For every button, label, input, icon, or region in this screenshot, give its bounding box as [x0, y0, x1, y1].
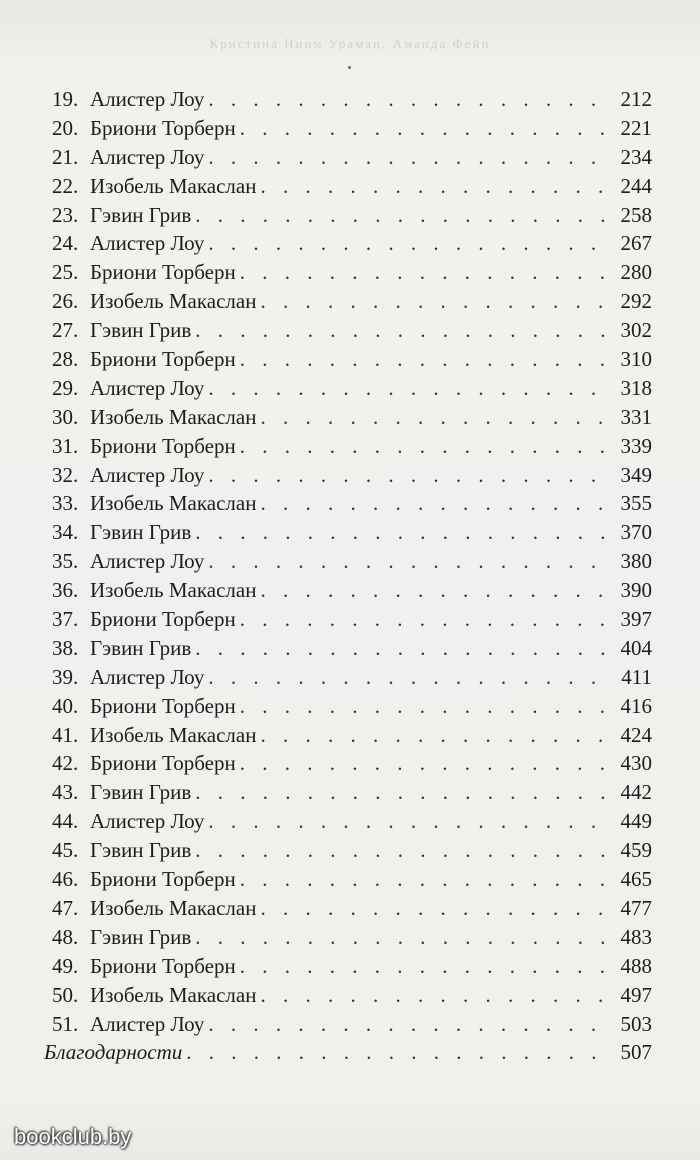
- dot-leader: [208, 374, 612, 403]
- chapter-number: 39.: [52, 664, 79, 689]
- chapter-number: 20.: [52, 115, 79, 140]
- page-number: 349: [620, 462, 652, 487]
- toc-entry: [52, 952, 652, 981]
- page-number: 339: [620, 433, 652, 458]
- dot-leader: [208, 547, 612, 576]
- chapter-number: 38.: [52, 635, 79, 660]
- toc-entry: [52, 865, 652, 894]
- dot-leader: [240, 258, 612, 287]
- ink-speck: [348, 66, 351, 69]
- page-number: 280: [620, 260, 652, 285]
- dot-leader: [240, 865, 612, 894]
- page-number: 370: [620, 520, 652, 545]
- chapter-title: Алистер Лоу: [90, 375, 205, 400]
- chapter-number: 37.: [52, 607, 79, 632]
- chapter-number: 32.: [52, 462, 79, 487]
- page-number: 411: [621, 664, 652, 689]
- toc-entry: [52, 663, 652, 692]
- page-number: 507: [620, 1040, 652, 1065]
- chapter-number: 23.: [52, 202, 79, 227]
- dot-leader: [208, 1010, 612, 1039]
- chapter-number: 51.: [52, 1011, 79, 1036]
- page-number: 477: [620, 895, 652, 920]
- toc-entry: [52, 807, 652, 836]
- dot-leader: [208, 229, 612, 258]
- chapter-title: Бриони Торберн: [90, 693, 236, 718]
- chapter-title: Алистер Лоу: [90, 462, 205, 487]
- chapter-title: Гэвин Грив: [90, 838, 192, 863]
- dot-leader: [260, 172, 612, 201]
- chapter-number: 40.: [52, 693, 79, 718]
- chapter-title: Алистер Лоу: [90, 664, 205, 689]
- dot-leader: [195, 923, 612, 952]
- chapter-title: Алистер Лоу: [90, 1011, 205, 1036]
- page-number: 424: [620, 722, 652, 747]
- page-number: 318: [620, 375, 652, 400]
- chapter-number: 24.: [52, 231, 79, 256]
- dot-leader: [260, 576, 612, 605]
- dot-leader: [240, 114, 612, 143]
- chapter-title: Гэвин Грив: [90, 202, 192, 227]
- toc-entry: [52, 229, 652, 258]
- chapter-title: Гэвин Грив: [90, 520, 192, 545]
- chapter-title: Бриони Торберн: [90, 115, 236, 140]
- chapter-number: 31.: [52, 433, 79, 458]
- chapter-title: Алистер Лоу: [90, 231, 205, 256]
- toc-entry-acknowledgements: [44, 1038, 652, 1067]
- toc-entry: [52, 461, 652, 490]
- toc-entry: [52, 836, 652, 865]
- dot-leader: [240, 749, 612, 778]
- dot-leader: [208, 85, 612, 114]
- chapter-title: Изобель Макаслан: [90, 982, 257, 1007]
- chapter-number: 28.: [52, 347, 79, 372]
- dot-leader: [195, 836, 612, 865]
- toc-entry: [52, 518, 652, 547]
- chapter-number: 25.: [52, 260, 79, 285]
- toc-entry: [52, 605, 652, 634]
- dot-leader: [208, 807, 612, 836]
- page-number: 416: [620, 693, 652, 718]
- watermark: bookclub.by: [14, 1124, 132, 1149]
- page-number: 488: [620, 953, 652, 978]
- page-number: 212: [620, 87, 652, 111]
- page-number: 221: [620, 115, 652, 140]
- toc-entry: [52, 258, 652, 287]
- toc-entry: [52, 403, 652, 432]
- chapter-number: 42.: [52, 751, 79, 776]
- toc-entry: [52, 201, 652, 230]
- toc-entry: [52, 894, 652, 923]
- running-head: Кристина Ниим Ураман, Аманда Фейн: [209, 36, 491, 51]
- dot-leader: [260, 489, 612, 518]
- chapter-number: 50.: [52, 982, 79, 1007]
- chapter-title: Гэвин Грив: [90, 635, 192, 660]
- chapter-title: Бриони Торберн: [90, 260, 236, 285]
- chapter-number: 47.: [52, 895, 79, 920]
- dot-leader: [260, 981, 612, 1010]
- dot-leader: [240, 952, 612, 981]
- page-number: 390: [620, 578, 652, 603]
- page-number: 355: [620, 491, 652, 516]
- chapter-number: 45.: [52, 838, 79, 863]
- chapter-title: Гэвин Грив: [90, 318, 192, 343]
- chapter-number: 26.: [52, 289, 79, 314]
- page-number: 267: [620, 231, 652, 256]
- chapter-number: 22.: [52, 173, 79, 198]
- chapter-number: 21.: [52, 144, 79, 169]
- chapter-title: Гэвин Грив: [90, 924, 192, 949]
- toc-entry: [52, 143, 652, 172]
- page-number: 442: [620, 780, 652, 805]
- chapter-number: 35.: [52, 549, 79, 574]
- chapter-title: Гэвин Грив: [90, 780, 192, 805]
- chapter-title: Алистер Лоу: [90, 809, 205, 834]
- page-number: 483: [620, 924, 652, 949]
- page-number: 465: [620, 867, 652, 892]
- toc-entry: [52, 778, 652, 807]
- toc-entry: [52, 287, 652, 316]
- chapter-number: 49.: [52, 953, 79, 978]
- chapter-number: 19.: [52, 87, 79, 111]
- chapter-title: Изобель Макаслан: [90, 578, 257, 603]
- chapter-number: 33.: [52, 491, 79, 516]
- toc-entry: [52, 432, 652, 461]
- chapter-title: Изобель Макаслан: [90, 722, 257, 747]
- page-number: 292: [620, 289, 652, 314]
- page-number: 302: [620, 318, 652, 343]
- toc-entry: [52, 749, 652, 778]
- toc-entry: [52, 172, 652, 201]
- dot-leader: [195, 201, 612, 230]
- dot-leader: [260, 894, 612, 923]
- dot-leader: [208, 143, 612, 172]
- toc-entry: [52, 721, 652, 750]
- chapter-number: 29.: [52, 375, 79, 400]
- dot-leader: [208, 663, 612, 692]
- chapter-title: Изобель Макаслан: [90, 404, 257, 429]
- chapter-title: Бриони Торберн: [90, 347, 236, 372]
- dot-leader: [240, 605, 612, 634]
- page-number: 244: [620, 173, 652, 198]
- chapter-title: Алистер Лоу: [90, 87, 205, 111]
- toc-entry: [52, 85, 652, 114]
- dot-leader: [195, 518, 612, 547]
- dot-leader: [195, 778, 612, 807]
- chapter-number: 46.: [52, 867, 79, 892]
- toc-entry: [52, 1010, 652, 1039]
- dot-leader: [260, 287, 612, 316]
- chapter-title: Изобель Макаслан: [90, 491, 257, 516]
- chapter-title: Бриони Торберн: [90, 751, 236, 776]
- chapter-title: Бриони Торберн: [90, 867, 236, 892]
- page-number: 459: [620, 838, 652, 863]
- chapter-title: Бриони Торберн: [90, 433, 236, 458]
- page-number: 430: [620, 751, 652, 776]
- dot-leader: [186, 1038, 612, 1067]
- page-number: 503: [620, 1011, 652, 1036]
- toc-entry: [52, 489, 652, 518]
- chapter-title: Бриони Торберн: [90, 953, 236, 978]
- chapter-number: 44.: [52, 809, 79, 834]
- dot-leader: [240, 692, 612, 721]
- chapter-title: Бриони Торберн: [90, 607, 236, 632]
- dot-leader: [195, 634, 612, 663]
- page-number: 404: [620, 635, 652, 660]
- dot-leader: [208, 461, 612, 490]
- toc-entry: [52, 576, 652, 605]
- chapter-title: Изобель Макаслан: [90, 289, 257, 314]
- chapter-title: Алистер Лоу: [90, 549, 205, 574]
- chapter-number: 48.: [52, 924, 79, 949]
- toc-entry: [52, 316, 652, 345]
- toc-entry: [52, 692, 652, 721]
- acknowledgements-title: Благодарности: [44, 1040, 183, 1065]
- dot-leader: [240, 345, 612, 374]
- chapter-title: Алистер Лоу: [90, 144, 205, 169]
- page-number: 234: [620, 144, 652, 169]
- page-number: 497: [620, 982, 652, 1007]
- page-number: 397: [620, 607, 652, 632]
- chapter-title: Изобель Макаслан: [90, 895, 257, 920]
- toc-entry: [52, 345, 652, 374]
- page-number: 331: [620, 404, 652, 429]
- page-number: 380: [620, 549, 652, 574]
- page-number: 258: [620, 202, 652, 227]
- page-number: 310: [620, 347, 652, 372]
- dot-leader: [260, 403, 612, 432]
- chapter-number: 41.: [52, 722, 79, 747]
- toc-entry: [52, 114, 652, 143]
- dot-leader: [260, 721, 612, 750]
- toc-entry: [52, 634, 652, 663]
- toc-entry: [52, 923, 652, 952]
- chapter-number: 36.: [52, 578, 79, 603]
- table-of-contents: [44, 85, 652, 1067]
- toc-entry: [52, 374, 652, 403]
- chapter-number: 34.: [52, 520, 79, 545]
- chapter-title: Изобель Макаслан: [90, 173, 257, 198]
- chapter-number: 30.: [52, 404, 79, 429]
- chapter-number: 43.: [52, 780, 79, 805]
- toc-entry: [52, 547, 652, 576]
- chapter-number: 27.: [52, 318, 79, 343]
- dot-leader: [195, 316, 612, 345]
- toc-entry: [52, 981, 652, 1010]
- page-number: 449: [620, 809, 652, 834]
- dot-leader: [240, 432, 612, 461]
